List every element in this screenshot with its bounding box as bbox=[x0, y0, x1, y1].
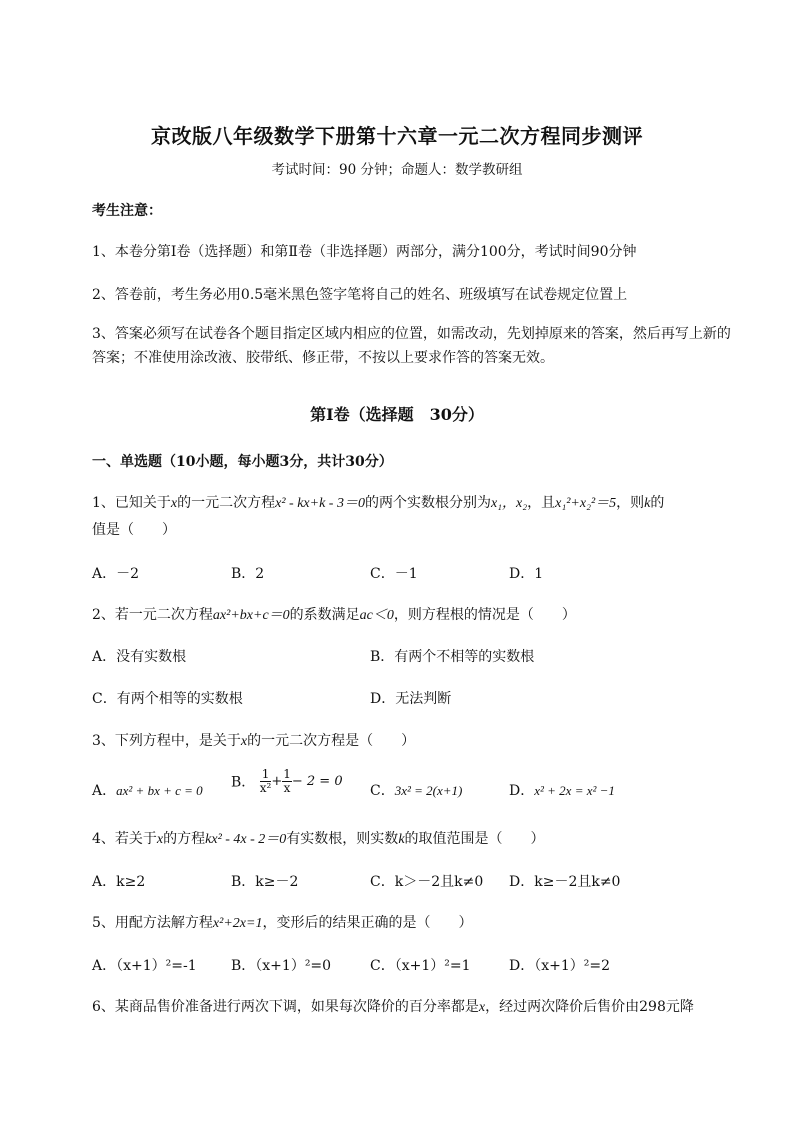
q4-option-b[interactable]: B．k≥－2 bbox=[231, 874, 299, 890]
q5-option-d[interactable]: D．（x+1）²=2 bbox=[509, 958, 611, 974]
q3-option-d-label: D． bbox=[509, 783, 535, 799]
q1-text-a: 1、已知关于 bbox=[92, 495, 171, 511]
q4-var-x: x bbox=[156, 832, 164, 847]
q3-option-b-label: B． bbox=[231, 774, 256, 791]
q4-option-c[interactable]: C．k＞－2且k≠0 bbox=[370, 874, 484, 890]
q2-condition: ac＜0 bbox=[359, 608, 394, 623]
question-1-stem bbox=[92, 492, 664, 512]
question-4-stem bbox=[92, 828, 545, 848]
fraction-numerator: 1 bbox=[283, 767, 291, 781]
q4-option-d[interactable]: D．k≥－2且k≠0 bbox=[509, 874, 621, 890]
q5-text-a: 5、用配方法解方程 bbox=[92, 915, 213, 931]
q3-text-b: 的一元二次方程是（ ） bbox=[247, 733, 416, 749]
fraction-numerator: 1 bbox=[261, 767, 270, 781]
q1-equation: x² - kx+k - 3＝0 bbox=[275, 496, 365, 511]
question-1-stem-line2: 值是（ ） bbox=[92, 522, 176, 538]
notice-item-1: 1、本卷分第Ⅰ卷（选择题）和第Ⅱ卷（非选择题）两部分，满分100分，考试时间90分钟 bbox=[92, 244, 637, 260]
q6-var-x: x bbox=[478, 1000, 486, 1015]
notice-item-2: 2、答卷前，考生务必用0.5毫米黑色签字笔将自己的姓名、班级填写在试卷规定位置上 bbox=[92, 287, 628, 303]
q3-text-a: 3、下列方程中，是关于 bbox=[92, 733, 241, 749]
q4-text-c: 有实数根，则实数 bbox=[286, 831, 399, 847]
q5-option-b[interactable]: B．（x+1）²=0 bbox=[231, 958, 332, 974]
q1-text-d: ，且 bbox=[527, 495, 556, 511]
q4-text-d: 的取值范围是（ ） bbox=[404, 831, 545, 847]
q3-option-b[interactable]: B． $\frac{1}{\text{x²}}$ + $\frac{1}{x}$ − 2 = 0 bbox=[231, 767, 343, 795]
q1-option-d[interactable]: D．1 bbox=[509, 566, 544, 582]
part-heading: 一、单选题（10小题，每小题3分，共计30分） bbox=[92, 454, 393, 470]
q4-var-k: k bbox=[398, 832, 405, 847]
q5-equation: x²+2x=1 bbox=[212, 916, 263, 931]
q1-text-c: 的两个实数根分别为 bbox=[364, 495, 491, 511]
q6-text-a: 6、某商品售价准备进行两次下调，如果每次降价的百分率都是 bbox=[92, 999, 479, 1015]
q1-option-c[interactable]: C．－1 bbox=[370, 566, 418, 582]
section-title: 第Ⅰ卷（选择题 30分） bbox=[310, 405, 484, 424]
q2-option-d[interactable]: D．无法判断 bbox=[370, 691, 452, 707]
q1-roots: x₁，x₂ bbox=[490, 496, 528, 511]
q3-option-c[interactable] bbox=[370, 780, 462, 800]
fraction-denominator: x² bbox=[259, 781, 272, 795]
q4-text-a: 4、若关于 bbox=[92, 831, 157, 847]
q3-option-a-equation: ax² + bx + c = 0 bbox=[116, 783, 203, 798]
q1-text-b: 的一元二次方程 bbox=[177, 495, 276, 511]
q2-text-c: ，则方程根的情况是（ ） bbox=[393, 607, 576, 623]
q1-text-f: 的 bbox=[650, 495, 665, 511]
q5-option-c[interactable]: C．（x+1）²=1 bbox=[370, 958, 471, 974]
q3-var-x: x bbox=[240, 734, 248, 749]
fraction-denominator: x bbox=[283, 781, 291, 795]
q4-equation: kx² - 4x - 2＝0 bbox=[205, 832, 287, 847]
q3-option-c-label: C． bbox=[370, 783, 395, 799]
question-2-stem bbox=[92, 604, 576, 624]
q2-option-b[interactable]: B．有两个不相等的实数根 bbox=[370, 649, 535, 665]
q3-option-d[interactable] bbox=[509, 780, 615, 800]
q1-var-k: k bbox=[644, 496, 651, 511]
question-6-stem bbox=[92, 996, 694, 1016]
q3-option-b-fraction-2 bbox=[282, 768, 292, 795]
q2-option-a[interactable]: A．没有实数根 bbox=[92, 649, 187, 665]
q3-option-a[interactable] bbox=[92, 780, 203, 800]
q3-option-c-equation: 3x² = 2(x+1) bbox=[394, 783, 463, 798]
q4-option-a[interactable]: A．k≥2 bbox=[92, 874, 146, 890]
q6-text-b: ，经过两次降价后售价由298元降 bbox=[485, 999, 694, 1015]
q2-text-b: 的系数满足 bbox=[289, 607, 360, 623]
notice-heading: 考生注意： bbox=[92, 203, 162, 219]
page-title: 京改版八年级数学下册第十六章一元二次方程同步测评 bbox=[151, 124, 643, 148]
q2-option-c[interactable]: C．有两个相等的实数根 bbox=[92, 691, 243, 707]
q1-condition: x₁²+x₂²＝5 bbox=[555, 496, 617, 511]
notice-item-3: 3、答案必须写在试卷各个题目指定区域内相应的位置，如需改动，先划掉原来的答案，然后再写上新的答案；不准使用涂改液、胶带纸、修正带，不按以上要求作答的答案无效。 bbox=[92, 326, 731, 366]
q1-option-a[interactable]: A．－2 bbox=[92, 566, 140, 582]
q3-option-a-label: A． bbox=[92, 783, 117, 799]
q3-option-d-equation: x² + 2x = x² −1 bbox=[534, 783, 615, 798]
q1-option-b[interactable]: B．2 bbox=[231, 566, 265, 582]
q5-text-b: ，变形后的结果正确的是（ ） bbox=[262, 915, 473, 931]
question-3-stem bbox=[92, 730, 415, 750]
exam-info: 考试时间：90 分钟；命题人：数学教研组 bbox=[271, 162, 523, 178]
q1-text-e: ，则 bbox=[616, 495, 645, 511]
q4-text-b: 的方程 bbox=[163, 831, 206, 847]
q1-var-x: x bbox=[170, 496, 178, 511]
q2-text-a: 2、若一元二次方程 bbox=[92, 607, 213, 623]
question-5-stem bbox=[92, 912, 472, 932]
q2-equation: ax²+bx+c＝0 bbox=[212, 608, 290, 623]
q3-option-b-fraction-1 bbox=[260, 768, 272, 795]
q3-option-b-rest: − 2 = 0 bbox=[291, 774, 343, 789]
q5-option-a[interactable]: A．（x+1）²=-1 bbox=[92, 958, 197, 974]
